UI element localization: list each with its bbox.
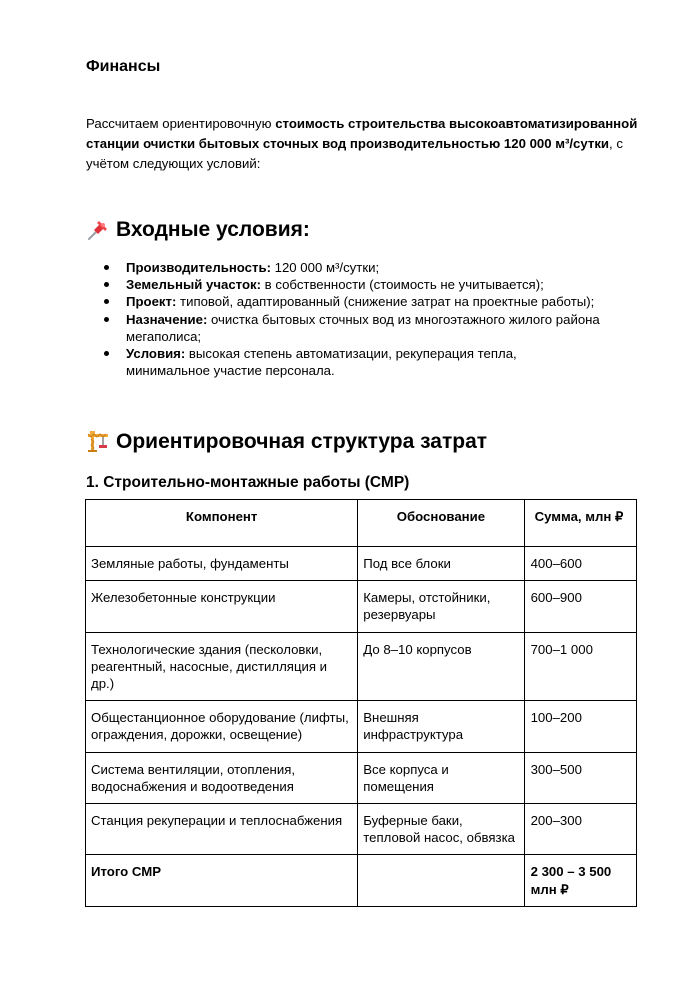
item-label: Условия: xyxy=(126,346,186,362)
item-text: 120 000 м³/сутки; xyxy=(270,260,380,275)
cell-amount: 100–200 xyxy=(524,701,636,752)
item-label: Проект: xyxy=(126,294,177,310)
pushpin-icon xyxy=(86,218,110,242)
item-text: типовой, адаптированный (снижение затрат на проектные работы); xyxy=(176,294,595,310)
total-amount: 2 300 – 3 500 млн ₽ xyxy=(524,855,636,906)
input-conditions-list xyxy=(100,259,600,379)
item-label: Земельный участок: xyxy=(126,277,261,293)
cell-component: Общестанционное оборудование (лифты, ограждения, дорожки, освещение) xyxy=(86,701,358,752)
item-label: Производительность: xyxy=(126,260,271,275)
item-text: очистка бытовых сточных вод из многоэтажного жилого района мегаполиса; xyxy=(126,311,600,344)
intro-paragraph xyxy=(86,114,646,174)
bullet-icon xyxy=(104,351,109,356)
header-justification: Обоснование xyxy=(358,500,524,547)
item-text: высокая степень автоматизации, рекуперация тепла, минимальное участие персонала. xyxy=(126,346,517,379)
input-conditions-heading xyxy=(86,218,310,242)
cell-component: Земляные работы, фундаменты xyxy=(86,547,358,581)
table-row xyxy=(86,632,637,701)
table-row xyxy=(86,701,637,752)
cell-justification: Все корпуса и помещения xyxy=(358,752,524,803)
cell-component: Система вентиляции, отопления, водоснабжения и водоотведения xyxy=(86,752,358,803)
cell-justification: Внешняя инфраструктура xyxy=(358,701,524,752)
table-row xyxy=(86,804,637,855)
list-item xyxy=(100,259,600,276)
bullet-icon xyxy=(104,282,109,287)
cell-component: Технологические здания (песколовки, реагентный, насосные, дистилляция и др.) xyxy=(86,632,358,701)
total-justification xyxy=(358,855,524,906)
cell-amount: 200–300 xyxy=(524,804,636,855)
header-amount: Сумма, млн ₽ xyxy=(524,500,636,547)
list-item xyxy=(100,276,600,293)
bullet-icon xyxy=(104,299,109,304)
total-label: Итого СМР xyxy=(86,855,358,906)
bullet-icon xyxy=(104,265,109,270)
table-row xyxy=(86,581,637,632)
list-item xyxy=(100,311,600,345)
smr-subheading: 1. Строительно-монтажные работы (СМР) xyxy=(86,474,410,491)
cell-amount: 400–600 xyxy=(524,547,636,581)
intro-text-start: Рассчитаем ориентировочную xyxy=(86,116,276,131)
cell-justification: Камеры, отстойники, резервуары xyxy=(358,581,524,632)
table-row xyxy=(86,752,637,803)
cell-justification: Буферные баки, тепловой насос, обвязка xyxy=(358,804,524,855)
cell-component: Железобетонные конструкции xyxy=(86,581,358,632)
bullet-icon xyxy=(104,317,109,322)
cell-justification: Под все блоки xyxy=(358,547,524,581)
cell-justification: До 8–10 корпусов xyxy=(358,632,524,701)
cell-amount: 600–900 xyxy=(524,581,636,632)
cell-amount: 700–1 000 xyxy=(524,632,636,701)
cell-component: Станция рекуперации и теплоснабжения xyxy=(86,804,358,855)
item-label: Назначение: xyxy=(126,311,208,327)
cost-structure-heading xyxy=(86,430,487,454)
cost-structure-title: Ориентировочная структура затрат xyxy=(116,430,488,453)
intro-bold-text: стоимость строительства высокоавтоматизированной станции очистки бытовых сточных вод производительностью 120 000 м³/сутки xyxy=(86,116,638,151)
page-title: Финансы xyxy=(86,58,161,75)
list-item xyxy=(100,293,600,310)
intro-text-end: , с учётом следующих условий: xyxy=(86,136,623,171)
table-header-row xyxy=(86,500,637,547)
item-text: в собственности (стоимость не учитывается); xyxy=(261,277,544,293)
header-component: Компонент xyxy=(86,500,358,547)
construction-crane-icon xyxy=(86,430,110,454)
input-conditions-title: Входные условия: xyxy=(116,218,310,241)
list-item xyxy=(100,345,600,379)
cell-amount: 300–500 xyxy=(524,752,636,803)
smr-cost-table xyxy=(85,499,637,907)
table-row xyxy=(86,547,637,581)
table-total-row xyxy=(86,855,637,906)
